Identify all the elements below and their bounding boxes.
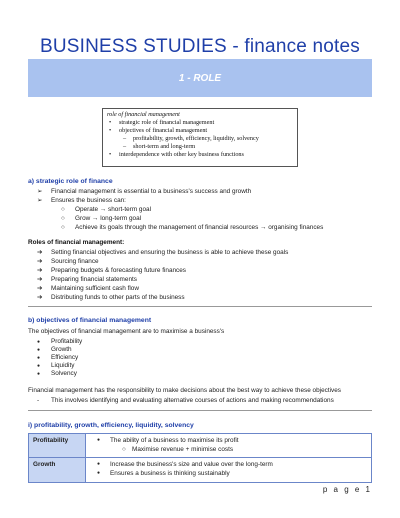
list-item: ● Profitability	[37, 338, 83, 345]
list-item: - This involves identifying and evaluating alternative courses of actions and making recommendations	[37, 397, 334, 404]
syllabus-item: • strategic role of financial management	[109, 118, 215, 126]
cell-bullet: ● The ability of a business to maximise its profit	[97, 437, 239, 444]
divider	[28, 410, 372, 411]
page-title: BUSINESS STUDIES - finance notes	[39, 36, 361, 57]
list-item: ➔ Preparing budgets & forecasting future finances	[37, 267, 186, 274]
banner-text: 1 - ROLE	[178, 73, 222, 84]
divider	[28, 306, 372, 307]
cell-bullet: ● Increase the business's size and value over the long-term	[97, 461, 273, 469]
table-label-cell: Profitability	[29, 434, 86, 458]
objectives-table	[28, 433, 372, 483]
list-item: ➢ Financial management is essential to a business's success and growth	[37, 188, 252, 195]
list-item: ➔ Preparing financial statements	[37, 276, 137, 283]
table-row	[29, 458, 372, 482]
syllabus-subitem: – profitability, growth, efficiency, liquidity, solvency	[123, 134, 259, 142]
list-item: ● Growth	[37, 346, 72, 353]
cell-subbullet: ○ Maximise revenue + minimise costs	[122, 445, 234, 453]
syllabus-item: • objectives of financial management	[109, 126, 208, 134]
syllabus-subitem: – short-term and long-term	[123, 142, 196, 150]
list-subitem: ○ Operate → short-term goal	[61, 206, 152, 213]
table-content-cell	[86, 458, 372, 482]
section-a-heading: a) strategic role of finance	[28, 178, 113, 185]
syllabus-heading: role of financial management	[107, 111, 180, 118]
list-subitem: ○ Achieve its goals through the management of financial resources → organising finances	[61, 224, 324, 231]
section-b-heading: b) objectives of financial management	[28, 317, 152, 324]
list-subitem: ○ Grow → long-term goal	[61, 215, 142, 222]
list-item: ● Solvency	[37, 370, 77, 377]
cell-bullet: ● Ensures a business is thinking sustainably	[97, 469, 230, 477]
list-item: ➔ Distributing funds to other parts of the business	[37, 294, 185, 301]
list-item: ● Liquidity	[37, 362, 75, 369]
section-banner	[28, 59, 372, 97]
paragraph: Financial management has the responsibility to make decisions about the best way to achieve these objectives	[28, 387, 341, 394]
syllabus-box	[102, 108, 298, 167]
paragraph: The objectives of financial management are to maximise a business's	[28, 328, 225, 335]
table-row	[29, 434, 372, 458]
list-item: ➔ Setting financial objectives and ensuring the business is able to achieve these goals	[37, 249, 289, 256]
list-item: ● Efficiency	[37, 354, 79, 361]
roles-heading: Roles of financial management:	[28, 239, 125, 246]
section-i-heading: i) profitability, growth, efficiency, liquidity, solvency	[28, 422, 194, 429]
list-item: ➔ Maintaining sufficient cash flow	[37, 285, 139, 292]
list-item: ➢ Ensures the business can:	[37, 197, 126, 204]
page-number: p a g e 1	[322, 485, 372, 494]
list-item: ➔ Sourcing finance	[37, 258, 99, 265]
table-content-cell	[86, 434, 372, 458]
syllabus-item: • interdependence with other key business functions	[109, 150, 244, 158]
table-label-cell: Growth	[29, 458, 86, 482]
